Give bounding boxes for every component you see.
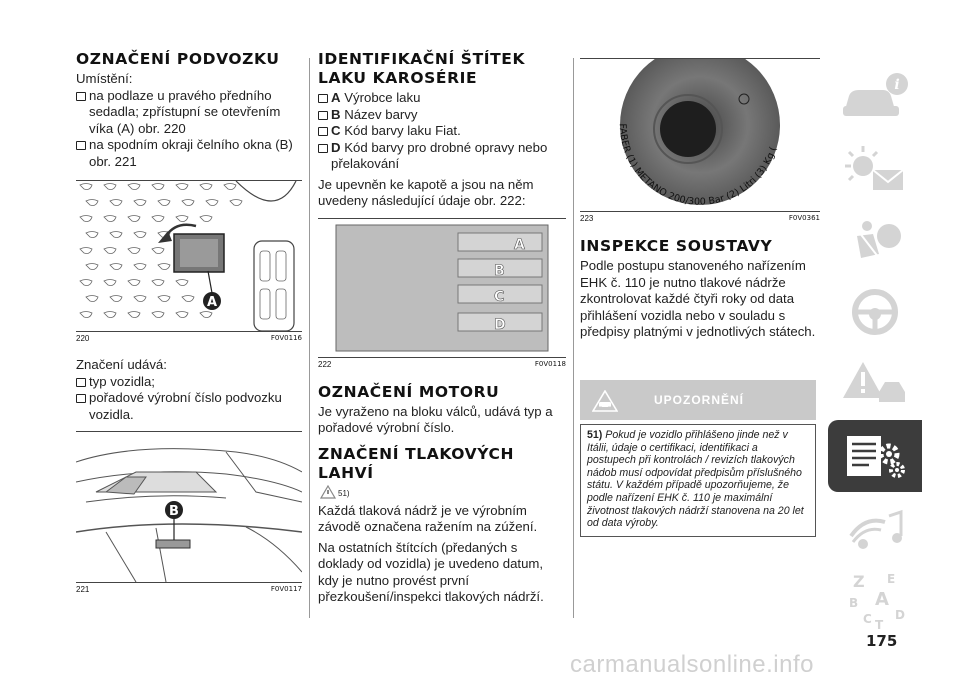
figure-220 xyxy=(76,180,302,332)
sidebar-item-emergency[interactable] xyxy=(828,348,922,420)
sidebar-item-index[interactable] xyxy=(828,564,922,636)
technical-data-icon xyxy=(839,430,911,482)
checkbox-bullet-icon xyxy=(318,127,328,136)
checkbox-bullet-icon xyxy=(76,92,86,101)
paint-label-b: B xyxy=(494,262,505,279)
checkbox-bullet-icon xyxy=(76,141,86,150)
figure-code: F0V0117 xyxy=(270,585,302,593)
sidebar-item-safety[interactable] xyxy=(828,204,922,276)
section-title-engine: OZNAČENÍ MOTORU xyxy=(318,382,500,401)
index-icon xyxy=(839,569,911,631)
index-letter: C xyxy=(863,612,872,626)
checkbox-bullet-icon xyxy=(76,378,86,387)
sidebar-item-multimedia[interactable] xyxy=(828,492,922,564)
footnote-ref[interactable]: 51) xyxy=(338,488,350,498)
index-letter: E xyxy=(887,572,896,586)
figure-number: 220 xyxy=(76,334,90,343)
index-letter: Z xyxy=(853,572,865,591)
index-letter: D xyxy=(895,608,905,622)
figure-223 xyxy=(580,58,820,212)
figure-number: 221 xyxy=(76,585,90,594)
index-letter: B xyxy=(849,596,859,610)
section-title-chassis: OZNAČENÍ PODVOZKU xyxy=(76,50,280,68)
car-info-icon xyxy=(839,70,911,122)
column-paint-label xyxy=(318,50,566,606)
column-chassis xyxy=(76,50,302,594)
tank-warning-ref xyxy=(318,485,566,503)
section-title-inspection: INSPEKCE SOUSTAVY xyxy=(580,237,773,255)
sidebar-item-technical-data[interactable] xyxy=(828,420,922,492)
list-item: na spodním okraji čelního okna (B) obr. 221 xyxy=(76,137,302,170)
tank-ring-text: FABER (1) METANO 200/300 Bar (2) Litri (3) Kg ( xyxy=(616,123,780,208)
section-title-paint: IDENTIFIKAČNÍ ŠTÍTEK LAKU KAROSÉRIE xyxy=(318,50,526,87)
paint-label-c: C xyxy=(494,288,505,305)
tank-paragraph-2: Na ostatních štítcích (předaných s doklady od vozidla) je uvedeno datum, kdy je nutno provést první přezkoušení/inspekci tlakových nádrží. xyxy=(318,539,544,604)
figure-221-caption xyxy=(76,583,302,594)
list-item: C Kód barvy laku Fiat. xyxy=(318,123,566,140)
figure-222 xyxy=(318,218,566,358)
steering-wheel-icon xyxy=(839,286,911,338)
warning-lights-icon xyxy=(839,142,911,194)
checkbox-bullet-icon xyxy=(318,144,328,153)
multimedia-icon xyxy=(839,502,911,554)
inspection-paragraph: Podle postupu stanoveného nařízením EHK č. 110 je nutno tlakové nádrže zkontrolovat každé čtyři roky od data přihlášení vozidla nebo v souladu s předpisy platnými v jednotlivých státech. xyxy=(580,258,816,339)
paint-label-a: A xyxy=(514,236,525,253)
figure-220-caption xyxy=(76,332,302,343)
figure-222-caption xyxy=(318,358,566,369)
warning-triangle-icon xyxy=(320,485,336,499)
sidebar-item-warning-lights[interactable] xyxy=(828,132,922,204)
index-letter: A xyxy=(875,589,889,610)
paint-label-d: D xyxy=(494,316,506,333)
list-item: B Název barvy xyxy=(318,107,566,124)
figure-code: F0V0118 xyxy=(534,359,566,368)
list-item: pořadové výrobní číslo podvozku vozidla. xyxy=(76,390,302,423)
list-item: typ vozidla; xyxy=(76,374,302,391)
figure-code: F0V0361 xyxy=(788,214,820,222)
warning-box xyxy=(580,380,816,537)
page-number: 175 xyxy=(866,632,898,650)
paint-label-paragraph: Je upevněn ke kapotě a jsou na něm uvedeny následující údaje obr. 222: xyxy=(318,176,534,208)
column-divider xyxy=(573,58,574,618)
paint-label-illustration xyxy=(318,219,566,357)
sidebar-item-car-info[interactable] xyxy=(828,60,922,132)
warning-car-icon xyxy=(592,390,618,412)
warning-number: 51) xyxy=(587,429,603,441)
sidebar-item-driving[interactable] xyxy=(828,276,922,348)
emergency-icon xyxy=(839,358,911,410)
figure-221 xyxy=(76,431,302,583)
engine-paragraph: Je vyraženo na bloku válců, udává typ a pořadové výrobní číslo. xyxy=(318,403,553,435)
marker-a-label: A xyxy=(206,295,218,310)
figure-code: F0V0116 xyxy=(270,334,302,342)
chassis-floor-illustration xyxy=(76,181,302,331)
section-title-tanks: ZNAČENÍ TLAKOVÝCH LAHVÍ xyxy=(318,444,515,482)
warning-body xyxy=(580,424,816,537)
list-item: A Výrobce laku xyxy=(318,90,566,107)
list-item: D Kód barvy pro drobné opravy nebo přelakování xyxy=(318,140,566,173)
checkbox-bullet-icon xyxy=(76,394,86,403)
chapter-sidebar xyxy=(828,60,922,636)
gas-tank-neck-illustration xyxy=(580,59,820,211)
tank-paragraph-1: Každá tlaková nádrž je ve výrobním závodě označena ražením na zúžení. xyxy=(318,502,538,534)
checkbox-bullet-icon xyxy=(318,94,328,103)
column-divider xyxy=(309,58,310,618)
marker-b-label: B xyxy=(169,504,179,519)
warning-title: UPOZORNĚNÍ xyxy=(654,393,745,407)
figure-number: 223 xyxy=(580,214,594,223)
warning-header xyxy=(580,380,816,420)
windscreen-illustration xyxy=(76,432,302,582)
marking-label: Značení udává: xyxy=(76,357,167,372)
location-label: Umístění: xyxy=(76,71,133,86)
watermark: carmanualsonline.info xyxy=(570,651,814,678)
column-inspection xyxy=(580,50,820,341)
svg-text:i: i xyxy=(894,77,900,93)
list-item: na podlaze u pravého předního sedadla; zpřístupní se otevřením víka (A) obr. 220 xyxy=(76,88,302,138)
figure-223-caption xyxy=(580,212,820,223)
airbag-safety-icon xyxy=(839,214,911,266)
warning-text: 51) Pokud je vozidlo přihlášeno jinde než v Itálii, údaje o certifikaci, identifikaci a postupech při kontrolách / revizích tlakových nádob musí odpovídat předpisům příslušného státu. V každém případě upozorňujeme, že podle nařízení EHK č. 110 je maximální životnost tlakových nádrží stanovena na 20 let od data výroby. xyxy=(587,429,804,530)
index-letter: T xyxy=(875,618,884,631)
checkbox-bullet-icon xyxy=(318,111,328,120)
figure-number: 222 xyxy=(318,359,332,369)
